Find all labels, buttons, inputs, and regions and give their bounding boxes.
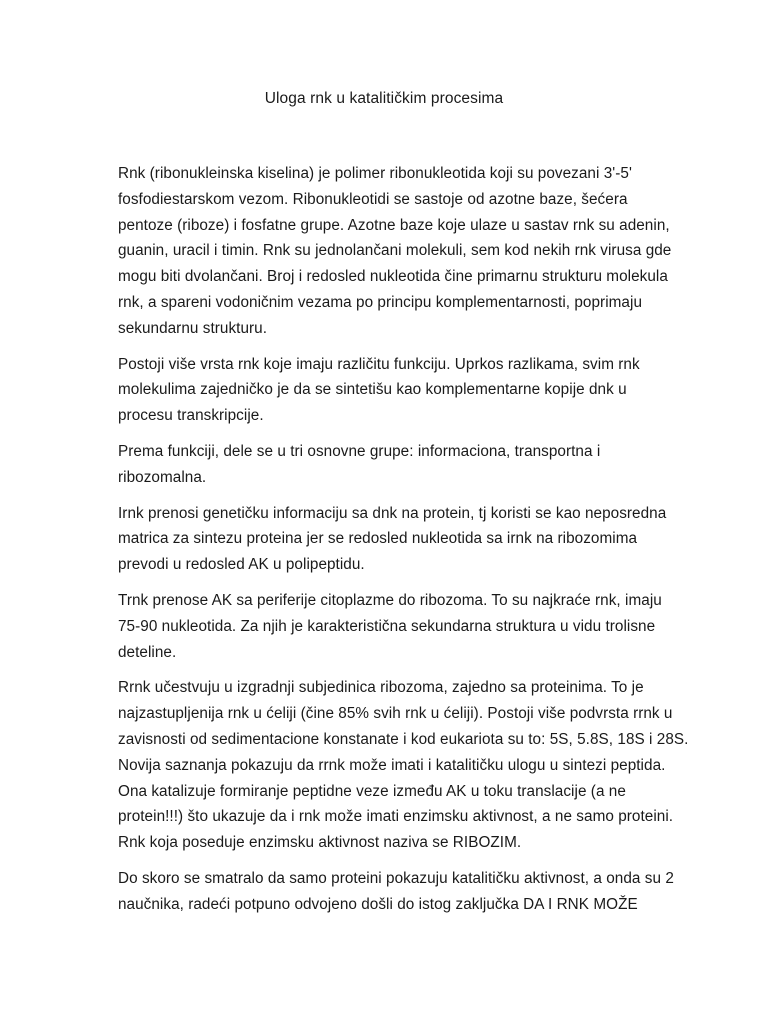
document-body	[118, 161, 689, 928]
text-line: naučnika, radeći potpuno odvojeno došli do istog zaključka DA I RNK MOŽE	[118, 895, 638, 913]
paragraph-rnk-types	[118, 352, 678, 429]
text-line: 75-90 nukleotida. Za njih je karakteristična sekundarna struktura u vidu trolisne	[118, 617, 656, 635]
paragraph-trnk	[118, 588, 678, 665]
paragraph-rrnk	[118, 675, 689, 856]
text-line: guanin, uracil i timin. Rnk su jednolančani molekuli, sem kod nekih rnk virusa gde	[118, 242, 672, 260]
text-line: Do skoro se smatralo da samo proteini pokazuju katalitičku aktivnost, a onda su 2	[118, 869, 674, 887]
document-title: Uloga rnk u katalitičkim procesima	[264, 90, 504, 107]
paragraph-rnk-groups	[118, 439, 678, 491]
paragraph-catalytic-discovery	[118, 866, 678, 918]
text-line: pentoze (riboze) i fosfatne grupe. Azotne baze koje ulaze u sastav rnk su adenin,	[118, 216, 670, 234]
text-line: Irnk prenosi genetičku informaciju sa dnk na protein, tj koristi se kao neposredna	[118, 504, 667, 522]
text-line: Rnk (ribonukleinska kiselina) je polimer ribonukleotida koji su povezani 3'-5'	[118, 165, 632, 182]
text-line: Ona katalizuje formiranje peptidne veze između AK u toku translacije (a ne	[118, 782, 626, 800]
text-line: Prema funkciji, dele se u tri osnovne grupe: informaciona, transportna i	[118, 442, 601, 460]
text-line: zavisnosti od sedimentacione konstanate i kod eukariota su to: 5S, 5.8S, 18S i 28S.	[118, 730, 689, 748]
text-line: matrica za sintezu proteina jer se redosled nukleotida sa irnk na ribozomima	[118, 530, 638, 548]
text-line: Postoji više vrsta rnk koje imaju različitu funkciju. Uprkos razlikama, svim rnk	[118, 355, 640, 373]
text-line: Trnk prenose AK sa periferije citoplazme do ribozoma. To su najkraće rnk, imaju	[118, 591, 662, 609]
text-line: Novija saznanja pokazuju da rrnk može imati i katalitičku ulogu u sintezi peptida.	[118, 756, 666, 774]
text-line: deteline.	[118, 643, 177, 661]
text-line: molekulima zajedničko je da se sintetišu kao komplementarne kopije dnk u	[118, 381, 627, 399]
text-line: sekundarnu strukturu.	[118, 319, 267, 337]
text-line: mogu biti dvolančani. Broj i redosled nukleotida čine primarnu strukturu molekula	[118, 268, 668, 286]
text-line: protein!!!) što ukazuje da i rnk može imati enzimsku aktivnost, a ne samo proteini.	[118, 808, 674, 826]
text-line: fosfodiestarskom vezom. Ribonukleotidi se sastoje od azotne baze, šećera	[118, 190, 628, 208]
text-line: Rnk koja poseduje enzimsku aktivnost naziva se RIBOZIM.	[118, 834, 522, 852]
text-line: rnk, a spareni vodoničnim vezama po principu komplementarnosti, poprimaju	[118, 293, 642, 311]
paragraph-rnk-definition	[118, 161, 678, 342]
text-line: Rrnk učestvuju u izgradnji subjedinica ribozoma, zajedno sa proteinima. To je	[118, 679, 644, 697]
text-line: ribozomalna.	[118, 468, 207, 486]
text-line: procesu transkripcije.	[118, 407, 264, 425]
paragraph-irnk	[118, 501, 678, 578]
text-line: najzastupljenija rnk u ćeliji (čine 85% svih rnk u ćeliji). Postoji više podvrsta rrnk u	[118, 705, 673, 723]
text-line: prevodi u redosled AK u polipeptidu.	[118, 556, 365, 574]
